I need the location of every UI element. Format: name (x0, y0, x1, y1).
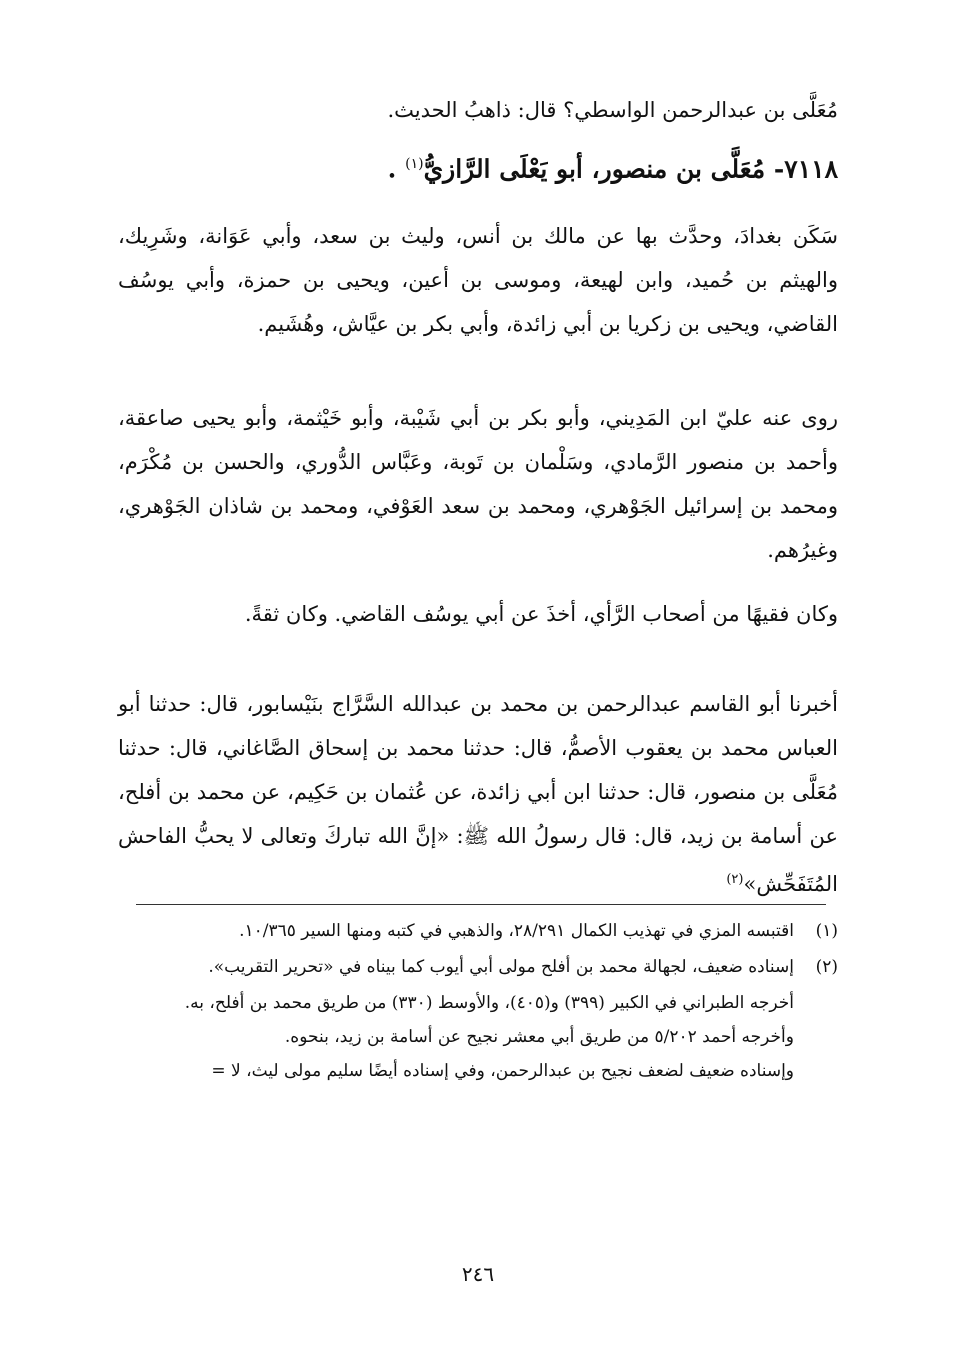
paragraph-teachers: سَكَن بغدادَ، وحدَّث بها عن مالك بن أنس، وليث بن سعد، وأبي عَوَانة، وشَرِيك، والهيثم بن حُميد، وابن لهيعة، وموسى بن أعين، ويحيى بن حمزة، وأبي يوسُف القاضي، ويحيى بن زكريا بن أبي زائدة، وأبي بكر بن عيَّاش، وهُشَيم. (118, 224, 838, 336)
footnote-separator (136, 904, 826, 905)
footnote-reference: (٢) (726, 872, 744, 887)
footnote-continuation: وإسناده ضعيف لضعف نجيح بن عبدالرحمن، وفي إسناده أيضًا سليم مولى ليث، لا = (211, 1061, 794, 1081)
hadith-text: أخبرنا أبو القاسم عبدالرحمن بن محمد بن عبدالله السَّرَّاج بنَيْسابور، قال: حدثنا أبو العباس محمد بن يعقوب الأصمُّ، قال: حدثنا محمد بن إسحاق الصَّاغاني، قال: حدثنا مُعَلَّى بن منصور، قال: حدثنا ابن أبي زائدة، عن عُثمان بن حَكِيم، عن محمد بن أفلح، عن أسامة بن زيد، قال: قال رسولُ الله ﷺ: «إنَّ الله تباركَ وتعالى لا يحبُّ الفاحش المُتَفَحِّش» (118, 692, 838, 896)
footnote-number: (٢) (815, 957, 838, 977)
paragraph-students: روى عنه عليّ ابن المَدِيني، وأبو بكر بن أبي شَيْبة، وأبو خَيْثمة، وأبو يحيى صاعقة، وأحمد بن منصور الرَّمادي، وسَلْمان بن تَوبة، وعَبَّاس الدُّوري، والحسن بن مُكْرَم، ومحمد بن إسرائيل الجَوْهري، ومحمد بن سعد العَوْفي، ومحمد بن شاذان الجَوْهري، وغيرُهم. (118, 406, 839, 562)
page-number: ٢٤٦ (461, 1262, 495, 1286)
paragraph-hadith (118, 682, 838, 906)
footnote-number: (١) (815, 921, 838, 941)
entry-heading-text: ٧١١٨- مُعَلَّى بن منصور، أبو يَعْلَى الرَّازيُّ (423, 154, 838, 184)
previous-entry-tail: مُعَلَّى بن عبدالرحمن الواسطي؟ قال: ذاهبُ الحديث. (387, 98, 838, 122)
paragraph-assessment: وكان فقيهًا من أصحاب الرَّأي، أخذَ عن أبي يوسُف القاضي. وكان ثقةً. (244, 602, 838, 626)
footnote-text: اقتبسه المزي في تهذيب الكمال ٢٨/٢٩١، والذهبي في كتبه ومنها السير ١٠/٣٦٥. (239, 921, 794, 941)
heading-trailing-mark: . (387, 154, 406, 184)
footnote-item (118, 952, 838, 982)
footnote-continuation: وأخرجه أحمد ٥/٢٠٢ من طريق أبي معشر نجيح عن أسامة بن زيد، بنحوه. (284, 1027, 794, 1047)
footnote-reference: (١) (405, 156, 424, 172)
footnote-item (118, 916, 838, 946)
entry-heading (118, 144, 838, 189)
footnotes (118, 916, 838, 1090)
footnote-text: إسناده ضعيف، لجهالة محمد بن أفلح مولى أبي أيوب كما بيناه في «تحرير التقريب». (208, 957, 794, 977)
footnote-continuation: أخرجه الطبراني في الكبير (٣٩٩) و(٤٠٥)، والأوسط (٣٣٠) من طريق محمد بن أفلح، به. (184, 993, 794, 1013)
